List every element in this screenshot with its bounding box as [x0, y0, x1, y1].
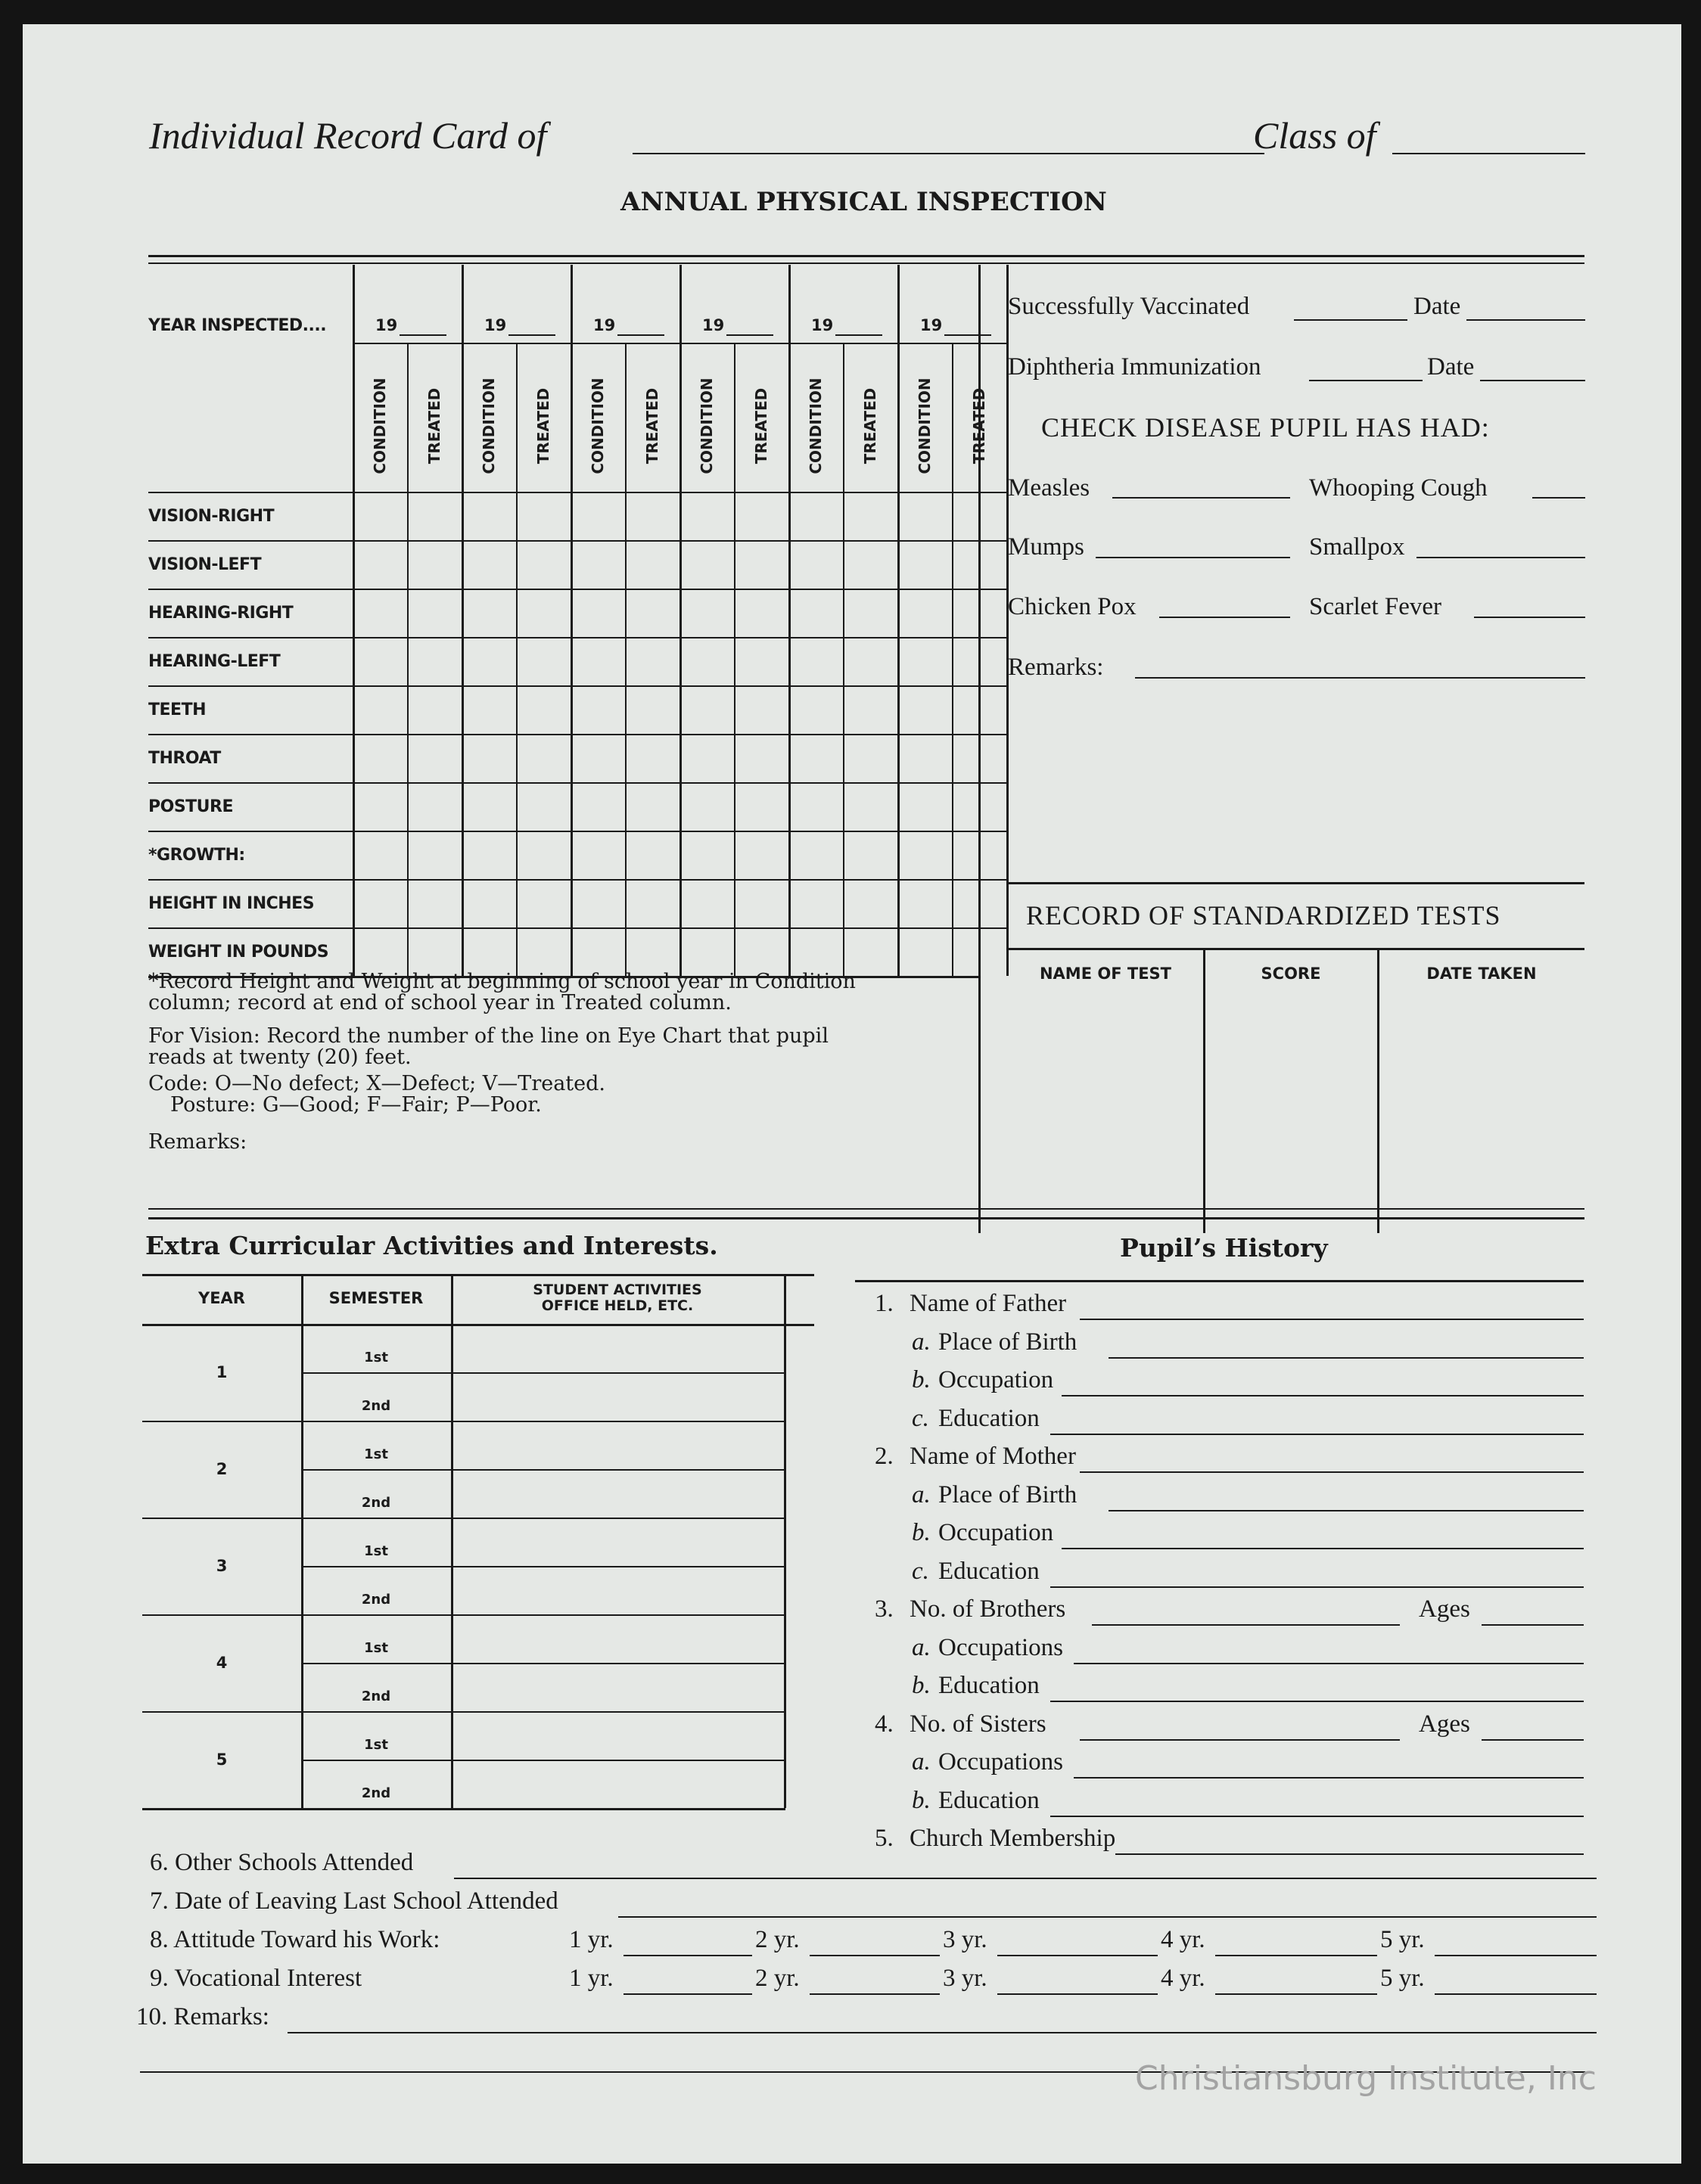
act-sem-2: 2nd — [361, 1688, 391, 1704]
history-list — [847, 1284, 1597, 1889]
year-prefix: 19 — [702, 316, 725, 334]
page-subtitle: ANNUAL PHYSICAL INSPECTION — [620, 187, 1107, 217]
row-rule — [148, 782, 1006, 784]
year-line — [835, 334, 882, 336]
history-item-number: b. — [912, 1366, 931, 1393]
history-item-number: b. — [912, 1519, 931, 1546]
disease-remarks-line — [1135, 677, 1585, 679]
history-item-line — [1074, 1663, 1584, 1664]
act-col-activities: STUDENT ACTIVITIES — [533, 1282, 702, 1298]
row-rule — [148, 734, 1006, 735]
treated-header: TREATED — [643, 387, 661, 464]
scarlet-fever-label: Scarlet Fever — [1309, 593, 1442, 620]
condition-header: CONDITION — [371, 377, 389, 474]
diphtheria-date-line — [1480, 380, 1585, 381]
act-year-rule — [142, 1808, 785, 1810]
act-sem-1: 1st — [364, 1446, 388, 1462]
history-ages-line — [1482, 1739, 1584, 1741]
history-item-number: 5. — [875, 1825, 894, 1852]
history-ages-label: Ages — [1419, 1710, 1470, 1738]
middle-rule — [148, 1208, 1584, 1210]
disease-heading: CHECK DISEASE PUPIL HAS HAD: — [1041, 412, 1490, 443]
measles-line — [1112, 497, 1290, 499]
year-slot-line — [623, 1993, 752, 1995]
vaccinated-label: Successfully Vaccinated — [1008, 293, 1250, 320]
act-sem-1: 1st — [364, 1543, 388, 1559]
act-col-semester: SEMESTER — [328, 1289, 424, 1307]
history-item-label: Place of Birth — [938, 1480, 1078, 1508]
cond-treat-divider — [843, 343, 844, 976]
year-line — [726, 334, 773, 336]
year-col-divider — [571, 265, 573, 976]
act-col-year: YEAR — [198, 1289, 245, 1307]
history-item-number: a. — [912, 1633, 931, 1661]
year-line — [508, 334, 555, 336]
tests-col-divider-2 — [1377, 949, 1379, 1233]
history-item-label: Occupation — [938, 1366, 1054, 1393]
activities-table — [142, 1274, 816, 1841]
year-slot-label: 2 yr. — [755, 1926, 800, 1953]
year-col-divider — [353, 265, 355, 976]
cond-treat-divider — [952, 343, 953, 976]
act-year-label: 4 — [216, 1654, 228, 1672]
history-item-line — [1080, 1319, 1584, 1320]
history-item-line — [1050, 1586, 1584, 1588]
year-line — [400, 334, 446, 336]
row-rule — [148, 927, 1006, 929]
smallpox-line — [1416, 557, 1585, 558]
row-label: THROAT — [148, 749, 221, 768]
history-item-label: No. of Brothers — [910, 1595, 1066, 1623]
row-rule — [148, 685, 1006, 687]
year-slot-label: 3 yr. — [943, 1965, 987, 1992]
header-bottom-rule — [148, 492, 1006, 493]
year-col-divider — [462, 265, 464, 976]
history-item-line — [1062, 1395, 1584, 1396]
note-vision-1: For Vision: Record the number of the line on Eye Chart that pupil — [148, 1024, 829, 1048]
act-year-rule — [142, 1614, 785, 1616]
history-item-number: b. — [912, 1786, 931, 1814]
bottom-item-label: 10. Remarks: — [136, 2003, 269, 2030]
history-ages-label: Ages — [1419, 1595, 1470, 1623]
history-item-line — [1050, 1434, 1584, 1435]
row-label: VISION-RIGHT — [148, 507, 275, 526]
history-item-label: Church Membership — [910, 1825, 1116, 1852]
year-slot-label: 1 yr. — [569, 1926, 614, 1953]
inspection-grid — [148, 265, 1003, 972]
history-item-number: c. — [912, 1404, 929, 1432]
top-rule — [148, 255, 1584, 257]
measles-label: Measles — [1008, 474, 1090, 502]
year-inspected-label: YEAR INSPECTED.... — [148, 316, 327, 335]
watermark: Christiansburg Institute, Inc — [1135, 2059, 1597, 2098]
tests-col-name: NAME OF TEST — [1039, 965, 1171, 983]
note-vision-2: reads at twenty (20) feet. — [148, 1045, 412, 1069]
act-year-rule — [142, 1518, 785, 1519]
note-growth-2: column; record at end of school year in Treated column. — [148, 991, 732, 1014]
history-item-label: Occupations — [938, 1748, 1063, 1775]
note-code: Code: O—No defect; X—Defect; V—Treated. — [148, 1072, 605, 1095]
history-item-line — [1074, 1777, 1584, 1779]
note-posture: Posture: G—Good; F—Fair; P—Poor. — [170, 1093, 542, 1117]
year-slot-line — [997, 1993, 1158, 1995]
section-divider — [978, 265, 981, 1233]
history-item-number: 3. — [875, 1595, 894, 1623]
history-rule — [855, 1280, 1584, 1282]
whooping-line — [1532, 497, 1585, 499]
year-prefix: 19 — [375, 316, 398, 334]
act-header-rule — [142, 1324, 814, 1326]
year-slot-line — [810, 1955, 940, 1956]
history-item-label: Education — [938, 1557, 1040, 1585]
year-slot-line — [1435, 1955, 1597, 1956]
history-heading: Pupil’s History — [1120, 1233, 1328, 1263]
bottom-items — [136, 1849, 1597, 2089]
condition-header: CONDITION — [698, 377, 716, 474]
row-label: TEETH — [148, 701, 206, 719]
cond-treat-divider — [407, 343, 409, 976]
middle-rule-2 — [148, 1217, 1584, 1219]
act-sem-rule — [301, 1760, 784, 1761]
year-slot-line — [997, 1955, 1158, 1956]
treated-header: TREATED — [970, 387, 988, 464]
year-prefix: 19 — [593, 316, 616, 334]
top-rule-2 — [148, 263, 1584, 264]
class-line — [1392, 153, 1585, 154]
act-top-rule — [142, 1274, 814, 1276]
history-item-label: Education — [938, 1672, 1040, 1699]
chicken-pox-line — [1159, 617, 1290, 618]
row-label: POSTURE — [148, 797, 234, 816]
history-item-number: b. — [912, 1672, 931, 1699]
act-sem-2: 2nd — [361, 1785, 391, 1801]
tests-col-score: SCORE — [1261, 965, 1321, 983]
row-rule — [148, 637, 1006, 638]
scarlet-fever-line — [1474, 617, 1585, 618]
condition-header: CONDITION — [480, 377, 498, 474]
history-item-number: a. — [912, 1328, 931, 1356]
cond-treat-divider — [625, 343, 627, 976]
year-col-divider — [679, 265, 682, 976]
disease-remarks-label: Remarks: — [1008, 654, 1104, 681]
diphtheria-date-label: Date — [1427, 353, 1475, 381]
act-sem-rule — [301, 1566, 784, 1567]
diphtheria-line — [1309, 380, 1423, 381]
year-line — [617, 334, 664, 336]
diphtheria-label: Diphtheria Immunization — [1008, 353, 1261, 381]
note-growth-1: *Record Height and Weight at beginning of school year in Condition — [148, 970, 856, 993]
history-item-number: c. — [912, 1557, 929, 1585]
row-label: *GROWTH: — [148, 846, 245, 865]
act-sem-2: 2nd — [361, 1398, 391, 1414]
tests-col-date: DATE TAKEN — [1426, 965, 1537, 983]
act-year-label: 5 — [216, 1751, 228, 1769]
act-year-label: 1 — [216, 1363, 228, 1381]
history-item-label: Name of Father — [910, 1290, 1067, 1317]
year-prefix: 19 — [484, 316, 507, 334]
bottom-item-line — [454, 1878, 1597, 1879]
history-item-line — [1109, 1510, 1584, 1511]
act-year-rule — [142, 1421, 785, 1422]
history-item-number: a. — [912, 1480, 931, 1508]
history-item-number: 2. — [875, 1443, 894, 1470]
history-item-line — [1109, 1357, 1584, 1359]
bottom-item-label: 9. Vocational Interest — [150, 1965, 362, 1992]
smallpox-label: Smallpox — [1309, 533, 1405, 561]
history-item-label: Education — [938, 1786, 1040, 1814]
year-slot-label: 3 yr. — [943, 1926, 987, 1953]
year-slot-label: 2 yr. — [755, 1965, 800, 1992]
row-rule — [148, 589, 1006, 590]
condition-header: CONDITION — [589, 377, 607, 474]
history-item-line — [1050, 1701, 1584, 1702]
row-label: HEARING-LEFT — [148, 652, 281, 671]
act-sem-2: 2nd — [361, 1592, 391, 1608]
row-rule — [148, 831, 1006, 832]
history-item-line — [1080, 1739, 1400, 1741]
card-title: Individual Record Card of — [149, 114, 547, 157]
treated-header: TREATED — [752, 387, 770, 464]
year-col-divider — [788, 265, 791, 976]
row-label: WEIGHT IN POUNDS — [148, 943, 329, 962]
history-item-label: Name of Mother — [910, 1443, 1076, 1470]
tests-top-rule — [1008, 882, 1584, 884]
history-item-line — [1092, 1624, 1401, 1626]
chicken-pox-label: Chicken Pox — [1008, 593, 1137, 620]
year-col-divider — [897, 265, 900, 976]
act-sem-1: 1st — [364, 1640, 388, 1656]
year-slot-label: 1 yr. — [569, 1965, 614, 1992]
year-slot-line — [810, 1993, 940, 1995]
year-slot-label: 4 yr. — [1161, 1965, 1205, 1992]
act-sem-rule — [301, 1663, 784, 1664]
cond-treat-divider — [516, 343, 518, 976]
whooping-label: Whooping Cough — [1309, 474, 1488, 502]
record-card-page — [23, 24, 1681, 2164]
history-item-line — [1050, 1816, 1584, 1817]
history-item-label: Occupations — [938, 1633, 1063, 1661]
history-ages-line — [1482, 1624, 1584, 1626]
act-year-rule — [142, 1711, 785, 1713]
vaccinated-date-line — [1466, 319, 1585, 321]
row-rule — [148, 540, 1006, 542]
history-item-label: Occupation — [938, 1519, 1054, 1546]
act-sem-rule — [301, 1372, 784, 1374]
year-slot-line — [1215, 1993, 1377, 1995]
bottom-item-label: 7. Date of Leaving Last School Attended — [150, 1887, 558, 1915]
bottom-item-label: 6. Other Schools Attended — [150, 1849, 414, 1876]
history-item-label: No. of Sisters — [910, 1710, 1046, 1738]
year-row-rule — [353, 343, 1006, 344]
mumps-line — [1096, 557, 1290, 558]
year-line — [944, 334, 991, 336]
act-year-label: 3 — [216, 1557, 228, 1575]
year-slot-label: 5 yr. — [1380, 1926, 1425, 1953]
history-item-number: 4. — [875, 1710, 894, 1738]
act-year-label: 2 — [216, 1460, 228, 1478]
history-item-number: a. — [912, 1748, 931, 1775]
bottom-item-label: 8. Attitude Toward his Work: — [150, 1926, 440, 1953]
treated-header: TREATED — [861, 387, 879, 464]
treated-header: TREATED — [425, 387, 443, 464]
year-slot-line — [1435, 1993, 1597, 1995]
year-slot-label: 4 yr. — [1161, 1926, 1205, 1953]
vaccinated-date-label: Date — [1413, 293, 1461, 320]
act-col-divider-3 — [784, 1274, 786, 1808]
act-sem-1: 1st — [364, 1737, 388, 1753]
name-line — [633, 153, 1264, 154]
mumps-label: Mumps — [1008, 533, 1084, 561]
row-label: HEIGHT IN INCHES — [148, 894, 315, 913]
condition-header: CONDITION — [807, 377, 825, 474]
act-col-office: OFFICE HELD, ETC. — [541, 1297, 694, 1314]
year-slot-line — [1215, 1955, 1377, 1956]
bottom-item-line — [618, 1916, 1597, 1918]
treated-header: TREATED — [534, 387, 552, 464]
row-label: HEARING-RIGHT — [148, 604, 294, 623]
tests-heading: RECORD OF STANDARDIZED TESTS — [1026, 900, 1501, 930]
activities-heading: Extra Curricular Activities and Interests. — [145, 1231, 718, 1260]
year-prefix: 19 — [920, 316, 943, 334]
cond-treat-divider — [734, 343, 735, 976]
act-sem-rule — [301, 1469, 784, 1471]
tests-col-divider-1 — [1203, 949, 1205, 1233]
row-label: VISION-LEFT — [148, 555, 262, 574]
history-item-line — [1080, 1471, 1584, 1473]
tests-header-rule — [1008, 948, 1584, 950]
history-item-number: 1. — [875, 1290, 894, 1317]
act-sem-2: 2nd — [361, 1495, 391, 1511]
history-item-line — [1062, 1548, 1584, 1549]
act-col-divider-2 — [451, 1274, 453, 1808]
year-slot-label: 5 yr. — [1380, 1965, 1425, 1992]
history-item-label: Place of Birth — [938, 1328, 1078, 1356]
year-prefix: 19 — [811, 316, 834, 334]
act-sem-1: 1st — [364, 1350, 388, 1365]
condition-header: CONDITION — [916, 377, 934, 474]
vaccinated-line — [1294, 319, 1407, 321]
note-remarks: Remarks: — [148, 1130, 247, 1154]
year-slot-line — [623, 1955, 752, 1956]
class-label: Class of — [1253, 114, 1376, 157]
history-item-label: Education — [938, 1404, 1040, 1432]
row-rule — [148, 879, 1006, 881]
bottom-item-line — [288, 2032, 1597, 2033]
